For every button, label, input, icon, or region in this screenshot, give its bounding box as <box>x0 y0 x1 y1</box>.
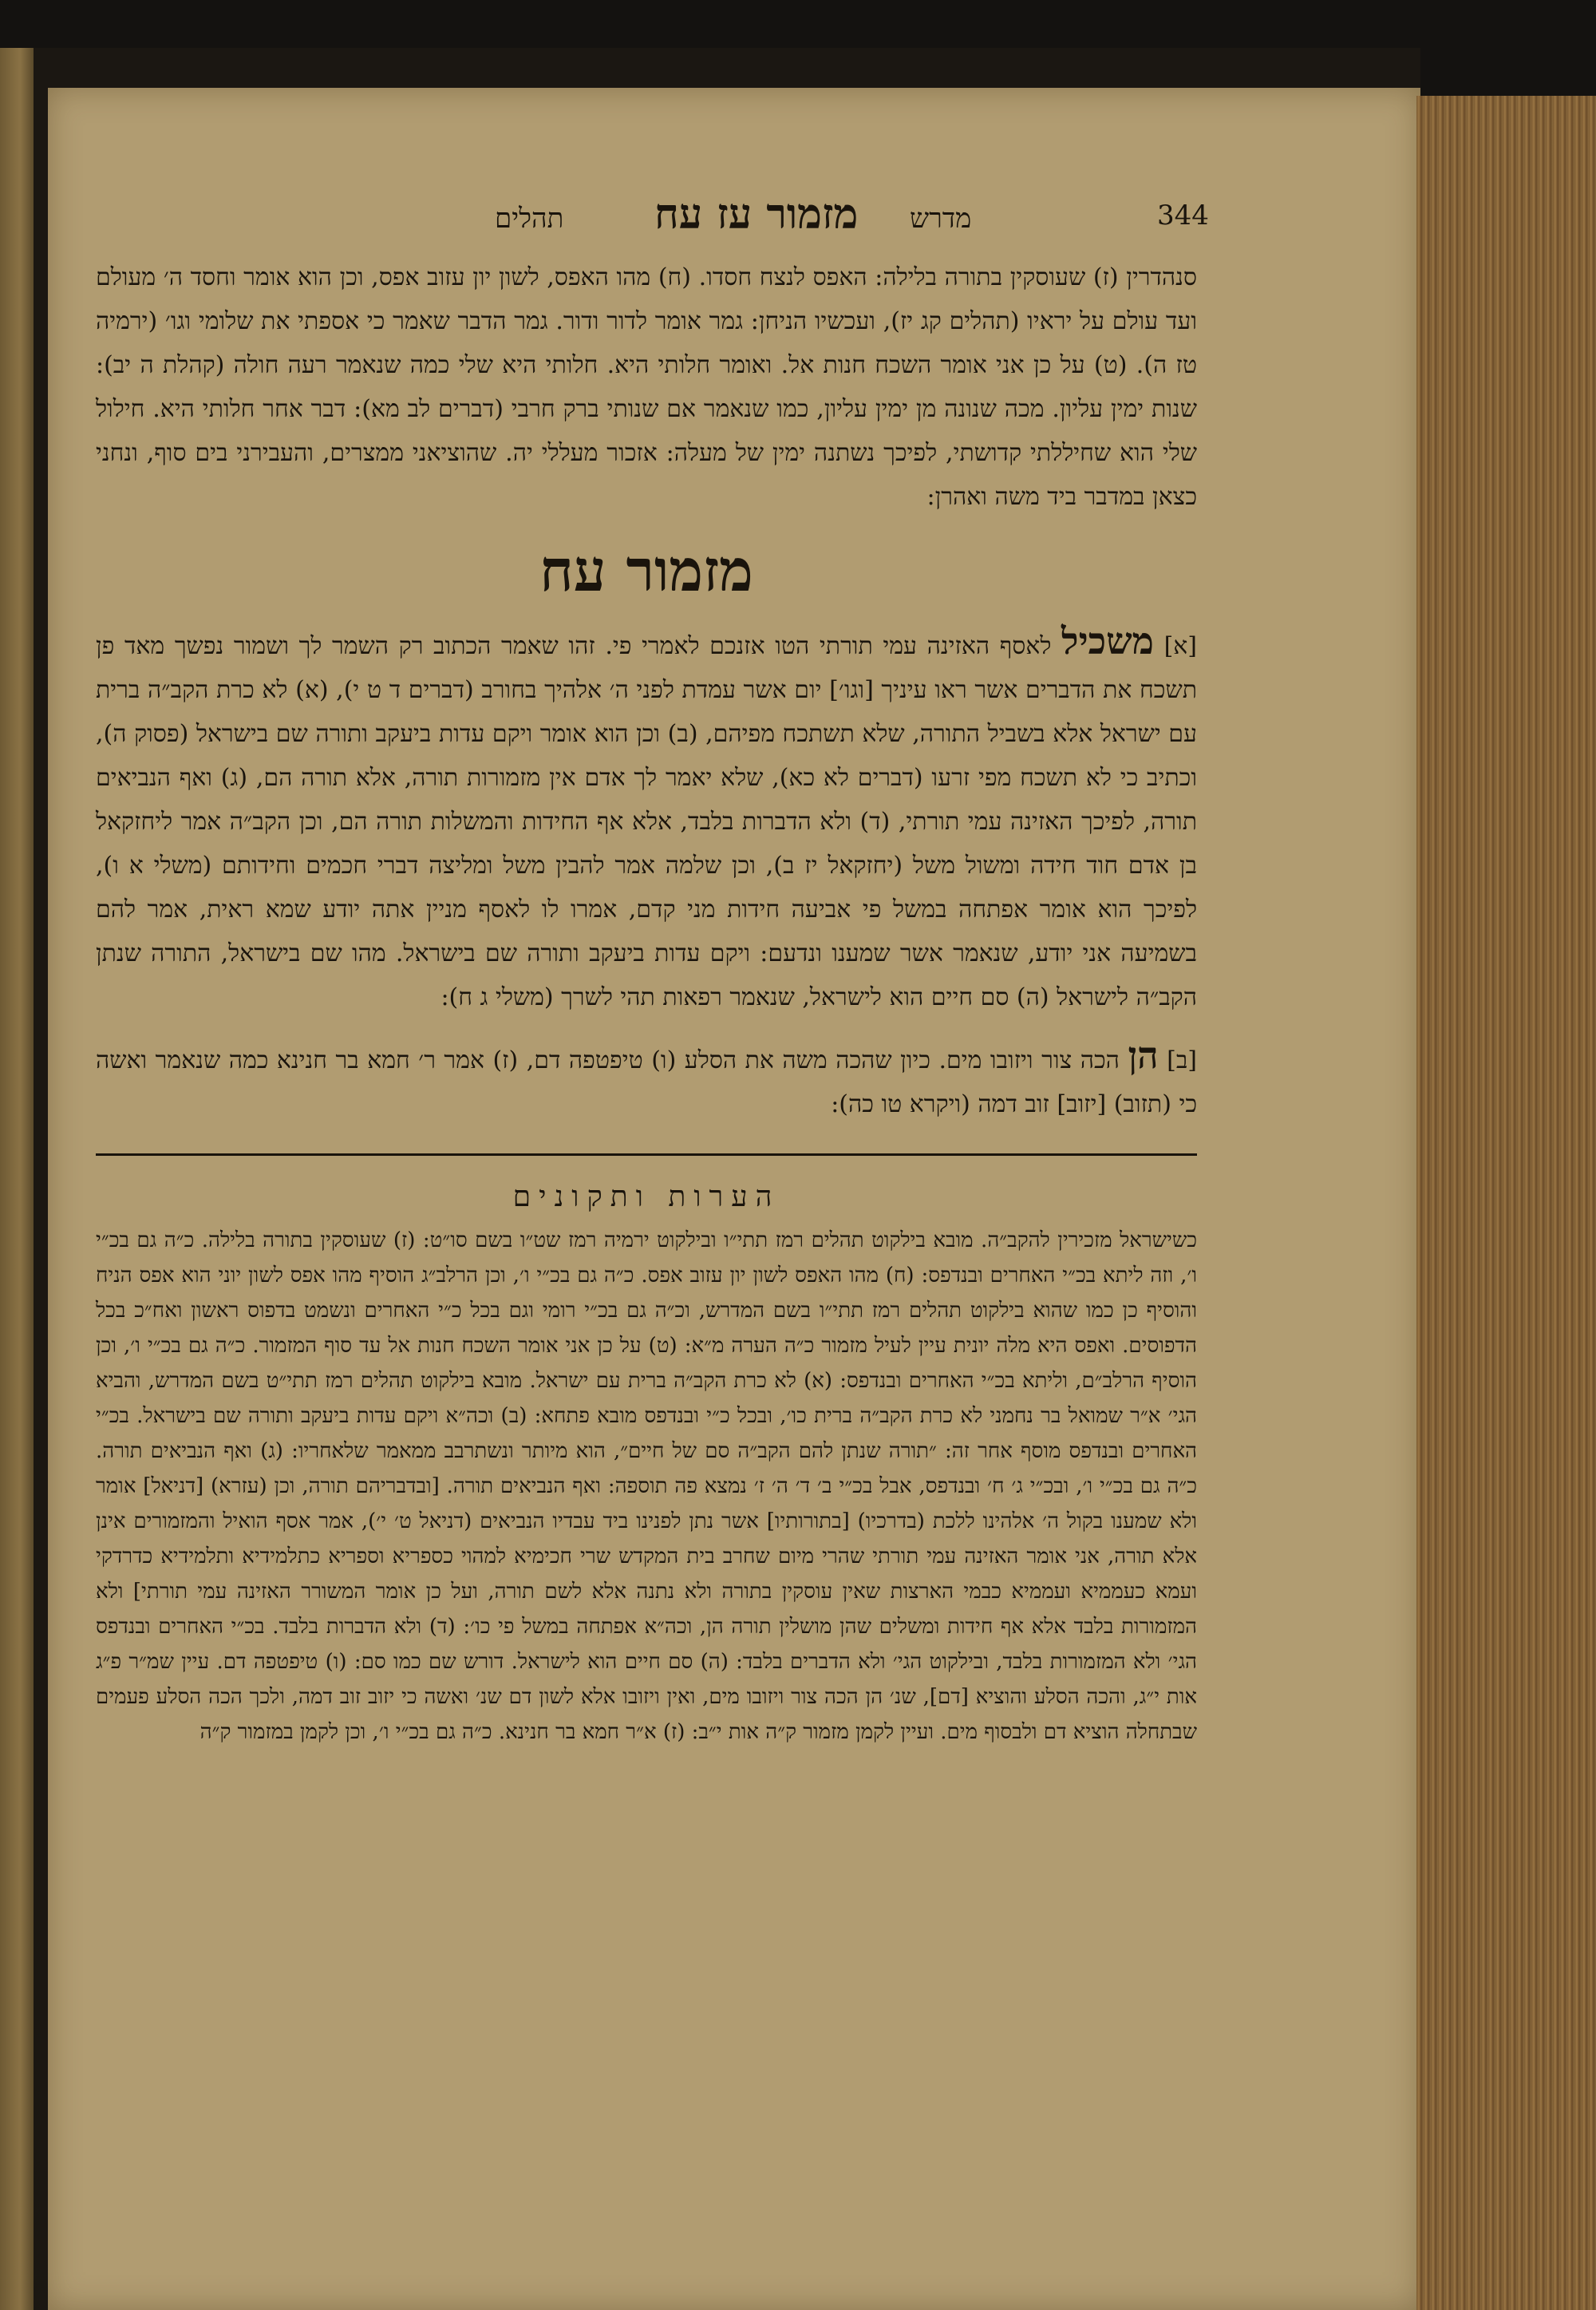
page-block-edges <box>1416 96 1596 2310</box>
header-title: מזמור עז עח <box>654 190 859 239</box>
section-b-lead-word: הן <box>1128 1034 1159 1077</box>
section-b-marker: [ב] <box>1167 1046 1198 1074</box>
section-a-marker: [א] <box>1163 632 1197 660</box>
running-header <box>96 190 1209 255</box>
header-midrash: מדרש <box>910 203 972 235</box>
notes-title: הערות ותקונים <box>512 1181 780 1213</box>
section-a <box>96 619 1197 1019</box>
header-tehillim: תהלים <box>495 203 564 235</box>
top-paragraph: סנהדרין (ז) שעוסקין בתורה בלילה: האפס לנצח חסדו. (ח) מהו האפס, לשון יון עזוב אפס, וכן הוא אומר וחסד ה׳ מעולם ועד עולם על יראיו (תהלים קג יז), ועכשיו הניחן: גמר אומר לדור ודור. גמר הדבר שאמר כי אספתי את שלומי וגו׳ (ירמיה טז ה). (ט) על כן אני אומר השכח חנות אל. ואומר חלותי היא. חלותי היא שלי כמה שנאמר רעה חולה (קהלת ה יב): שנות ימין עליון. מכה שנונה מן ימין עליון, כמו שנאמר אם שנותי ברק חרבי (דברים לב מא): דבר אחר חלותי היא. חילול שלי הוא שחיללתי קדושתי, לפיכך נשתנה ימין של מעלה: אזכור מעללי יה. שהוציאני ממצרים, והעבירני בים סוף, ונחני כצאן במדבר ביד משה ואהרן: <box>96 263 1197 511</box>
section-a-text: לאסף האזינה עמי תורתי הטו אזנכם לאמרי פי. זהו שאמר הכתוב רק השמר לך ושמור נפשך מאד פן תשכח את הדברים אשר ראו עיניך [וגו׳] יום אשר עמדת לפני ה׳ אלהיך בחורב (דברים ד ט י), (א) לא כרת הקב״ה ברית עם ישראל אלא בשביל התורה, שלא תשתכח מפיהם, (ב) וכן הוא אומר ויקם עדות ביעקב ותורה שם בישראל (פסוק ה), וכתיב כי לא תשכח מפי זרעו (דברים לא כא), שלא יאמר לך אדם אין מזמורות תורה, אלא תורה הם, (ג) ואף הנביאים תורה, לפיכך האזינה עמי תורתי, (ד) ולא הדברות בלבד, אלא אף החידות והמשלות תורה הם, וכן הקב״ה אמר ליחזקאל בן אדם חוד חידה ומשול משל (יחזקאל יז ב), וכן שלמה אמר להבין משל ומליצה דברי חכמים וחידותם (משלי א ו), לפיכך הוא אומר אפתחה במשל פי אביעה חידות מני קדם, אמרו לו לאסף מניין אתה יודע שמא ראית, אמר להם בשמיעה אני יודע, שנאמר אשר שמענו ונדעם: ויקם עדות ביעקב ותורה שם בישראל. מהו שם בישראל, התורה שנתן הקב״ה לישראל (ה) סם חיים הוא לישראל, שנאמר רפאות תהי לשרך (משלי ג ח): <box>96 632 1197 1011</box>
facing-page-edge <box>0 48 34 2310</box>
page-number: 344 <box>1157 200 1209 231</box>
book-gutter <box>34 48 48 2310</box>
section-b-text: הכה צור ויזובו מים. כיון שהכה משה את הסלע (ו) טיפטפה דם, (ז) אמר ר׳ חמא בר חנינא כמה שנאמר ואשה כי (תזוב) [יזוב] זוב דמה (ויקרא טו כה): <box>96 1046 1197 1118</box>
section-a-lead-word: משכיל <box>1061 619 1154 663</box>
scan-background-top <box>48 48 1420 88</box>
section-b <box>96 1034 1197 1126</box>
notes-text: כשישראל מזכירין להקב״ה. מובא בילקוט תהלים רמז תתי״ו ובילקוט ירמיה רמז שט״ו בשם סו״ט: (ז) שעוסקין בתורה בלילה. כ״ה גם בכ״י ו׳, וזה ליתא בכ״י האחרים ובנדפס: (ח) מהו האפס לשון יון עזוב אפס. כ״ה גם בכ״י ו׳, וכן הרלב״ג הוסיף מהו אפס לשון יוני הוא אפס הניח והוסיף כן כמו שהוא בילקוט תהלים רמז תתי״ו בשם המדרש, וכ״ה גם בכ״י רומי וגם בכל כ״י האחרים ונשמט בדפוס ראשון ואח״כ בכל הדפוסים. ואפס היא מלה יונית עיין לעיל מזמור כ״ה הערה מ״א: (ט) על כן אני אומר השכח חנות אל עד סוף המזמור. כ״ה גם בכ״י ו׳, וכן הוסיף הרלב״ם, וליתא בכ״י האחרים ובנדפס: (א) לא כרת הקב״ה ברית עם ישראל. מובא בילקוט תהלים רמז תתי״ט בשם המדרש, והביא הגי׳ א״ר שמואל בר נחמני לא כרת הקב״ה ברית כו׳, ובכל כ״י ובנדפס מובא פתחא: (ב) וכה״א ויקם עדות ביעקב ותורה שם בישראל. בכ״י האחרים ובנדפס מוסף אחר זה: ״תורה שנתן להם הקב״ה סם של חיים״, הוא מיותר ונשתרבב ממאמר שלאחריו: (ג) ואף הנביאים תורה. כ״ה גם בכ״י ו׳, ובכ״י ג׳ ח׳ ובנדפס, אבל בכ״י ב׳ ד׳ ה׳ ז׳ נמצא פה תוספה: ואף הנביאים תורה. [ובדבריהם תורה, וכן (עזרא) [דניאל] אומר ולא שמענו בקול ה׳ אלהינו ללכת (בדרכיו) [בתורותיו] אשר נתן לפנינו ביד עבדיו הנביאים (דניאל ט׳ י׳), אמר אסף הואיל והמזמורים אינן אלא תורה, אני אומר האזינה עמי תורתי שהרי מיום שחרב בית המקדש שרי חכימיא למהוי כספריא וספריא כתלמידיא ותלמידיא כדרדקי ועמא כעממיא ועממיא כבמי הארצות שאין עוסקין בתורה ולא נתנה אלא לשם תורה, ועל כן אומר המשורר האזינה עמי תורתי] ולא המזמורות בלבד אלא אף חידות ומשלים שהן מושלין תורה הן, וכה״א אפתחה במשל פי כו׳: (ד) ולא הדברות בלבד. בכ״י האחרים ובנדפס הגי׳ ולא המזמורות בלבד, ובילקוט הגי׳ ולא הדברים בלבד: (ה) סם חיים הוא לישראל. דורש שם כמו סם: (ו) טיפטפה דם. עיין שמ״ר פ״ג אות י״ג, והכה הסלע והוציא [דם], שנ׳ הן הכה צור ויזובו מים, ואין ויזובו אלא לשון דם שנ׳ ואשה כי יזוב זוב דמה, ולכך הכה הסלע פעמים שבתחלה הוציא דם ולבסוף מים. ועיין לקמן מזמור ק״ה אות י״ב: (ז) א״ר חמא בר חנינא. כ״ה גם בכ״י ו׳, וכן לקמן במזמור ק״ה <box>96 1228 1197 1744</box>
page-content <box>96 190 1209 1750</box>
notes-divider <box>96 1153 1197 1156</box>
psalm-heading: מזמור עח <box>539 536 753 604</box>
